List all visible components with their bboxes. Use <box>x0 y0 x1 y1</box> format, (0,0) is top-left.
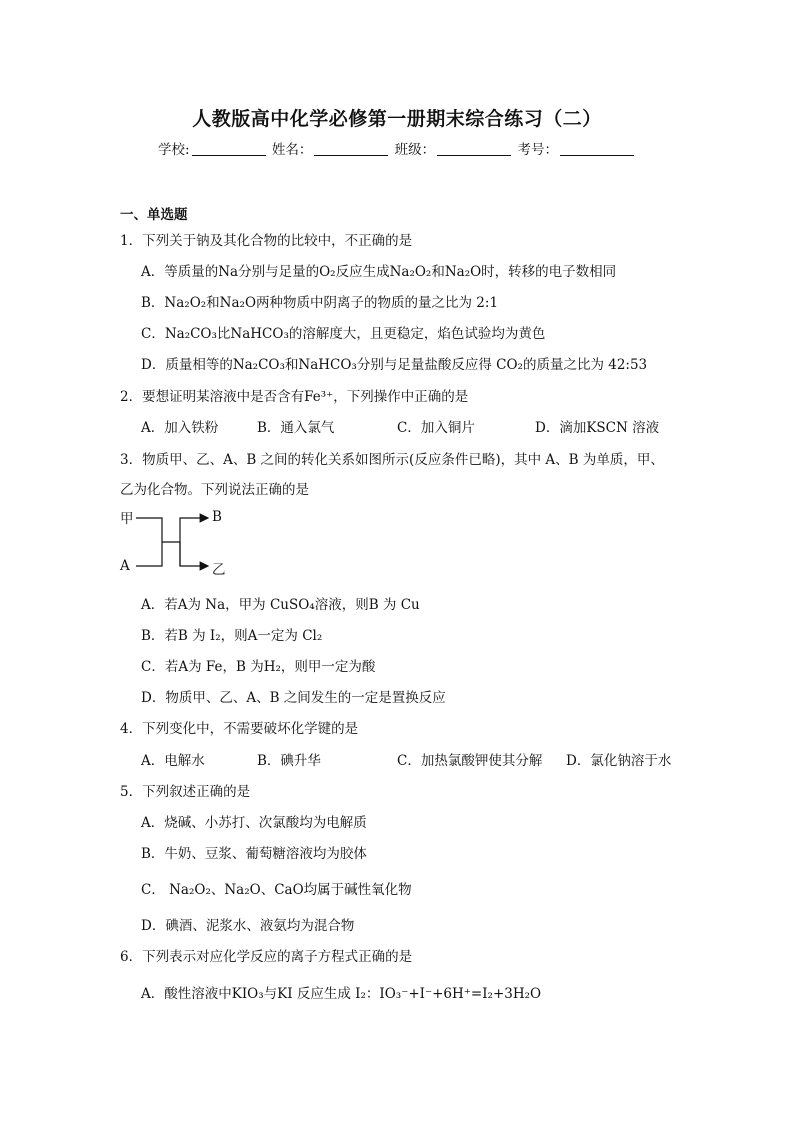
question-5-option-a: A．烧碱、小苏打、次氯酸均为电解质 <box>141 815 367 831</box>
question-2-option-a: A．加入铁粉 <box>141 420 219 436</box>
question-1-stem: 1．下列关于钠及其化合物的比较中，不正确的是 <box>120 233 413 249</box>
question-2-option-d: D．滴加KSCN 溶液 <box>535 420 660 436</box>
number-blank[interactable] <box>560 142 634 156</box>
question-5-stem: 5．下列叙述正确的是 <box>120 784 251 800</box>
reaction-diagram <box>118 506 238 578</box>
question-1-option-d: D．质量相等的Na₂CO₃和NaHCO₃分别与足量盐酸反应得 CO₂的质量之比为 42:53 <box>141 357 648 373</box>
question-6-stem: 6．下列表示对应化学反应的离子方程式正确的是 <box>120 949 413 965</box>
page-title: 人教版高中化学必修第一册期末综合练习（二） <box>192 108 602 130</box>
student-info-line <box>0 138 794 158</box>
question-5-option-d: D．碘酒、泥浆水、液氨均为混合物 <box>141 918 355 934</box>
question-4-option-b: B．碘升华 <box>257 753 321 769</box>
question-4-stem: 4．下列变化中，不需要破坏化学键的是 <box>120 721 359 737</box>
diagram-label-a: A <box>120 558 130 574</box>
diagram-label-b: B <box>212 509 222 525</box>
question-2-option-b: B．通入氯气 <box>257 420 335 436</box>
class-blank[interactable] <box>437 142 511 156</box>
question-4-option-a: A．电解水 <box>141 753 205 769</box>
question-3-stem-line2: 乙为化合物。下列说法正确的是 <box>120 482 309 498</box>
question-1-option-a: A．等质量的Na分别与足量的O₂反应生成Na₂O₂和Na₂O时，转移的电子数相同 <box>141 264 617 280</box>
name-label: 姓名： <box>271 142 313 158</box>
number-label: 考号： <box>517 142 558 158</box>
question-1-option-c: C．Na₂CO₃比NaHCO₃的溶解度大，且更稳定，焰色试验均为黄色 <box>141 326 546 342</box>
diagram-arrows <box>118 506 238 578</box>
name-blank[interactable] <box>314 142 388 156</box>
question-3-option-c: C．若A为 Fe，B 为H₂，则甲一定为酸 <box>141 659 376 675</box>
question-3-option-a: A．若A为 Na，甲为 CuSO₄溶液，则B 为 Cu <box>141 597 420 613</box>
question-4-option-c: C．加热氯酸钾使其分解 <box>397 753 543 769</box>
diagram-label-yi: 乙 <box>212 562 226 578</box>
question-2-option-c: C．加入铜片 <box>397 420 475 436</box>
school-label: 学校: <box>158 142 190 158</box>
question-3-stem-line1: 3．物质甲、乙、A、B 之间的转化关系如图所示(反应条件已略)，其中 A、B 为单质，甲、 <box>120 452 664 468</box>
question-5-option-c: C． Na₂O₂、Na₂O、CaO均属于碱性氧化物 <box>141 882 412 898</box>
question-5-option-b: B．牛奶、豆浆、葡萄糖溶液均为胶体 <box>141 846 367 862</box>
question-3-option-b: B．若B 为 I₂，则A一定为 Cl₂ <box>141 628 323 644</box>
class-label: 班级： <box>394 142 436 158</box>
diagram-label-jia: 甲 <box>120 511 134 527</box>
question-3-option-d: D．物质甲、乙、A、B 之间发生的一定是置换反应 <box>141 690 446 706</box>
question-4-option-d: D．氯化钠溶于水 <box>566 753 672 769</box>
school-blank[interactable] <box>192 142 266 156</box>
question-6-option-a: A．酸性溶液中KIO₃与KI 反应生成 I₂：IO₃⁻+I⁻+6H⁺=I₂+3H₂O <box>141 986 542 1002</box>
question-1-option-b: B．Na₂O₂和Na₂O两种物质中阴离子的物质的量之比为 2:1 <box>141 295 499 311</box>
section-heading: 一、单选题 <box>120 207 188 223</box>
question-2-stem: 2．要想证明某溶液中是否含有Fe³⁺，下列操作中正确的是 <box>120 389 469 405</box>
